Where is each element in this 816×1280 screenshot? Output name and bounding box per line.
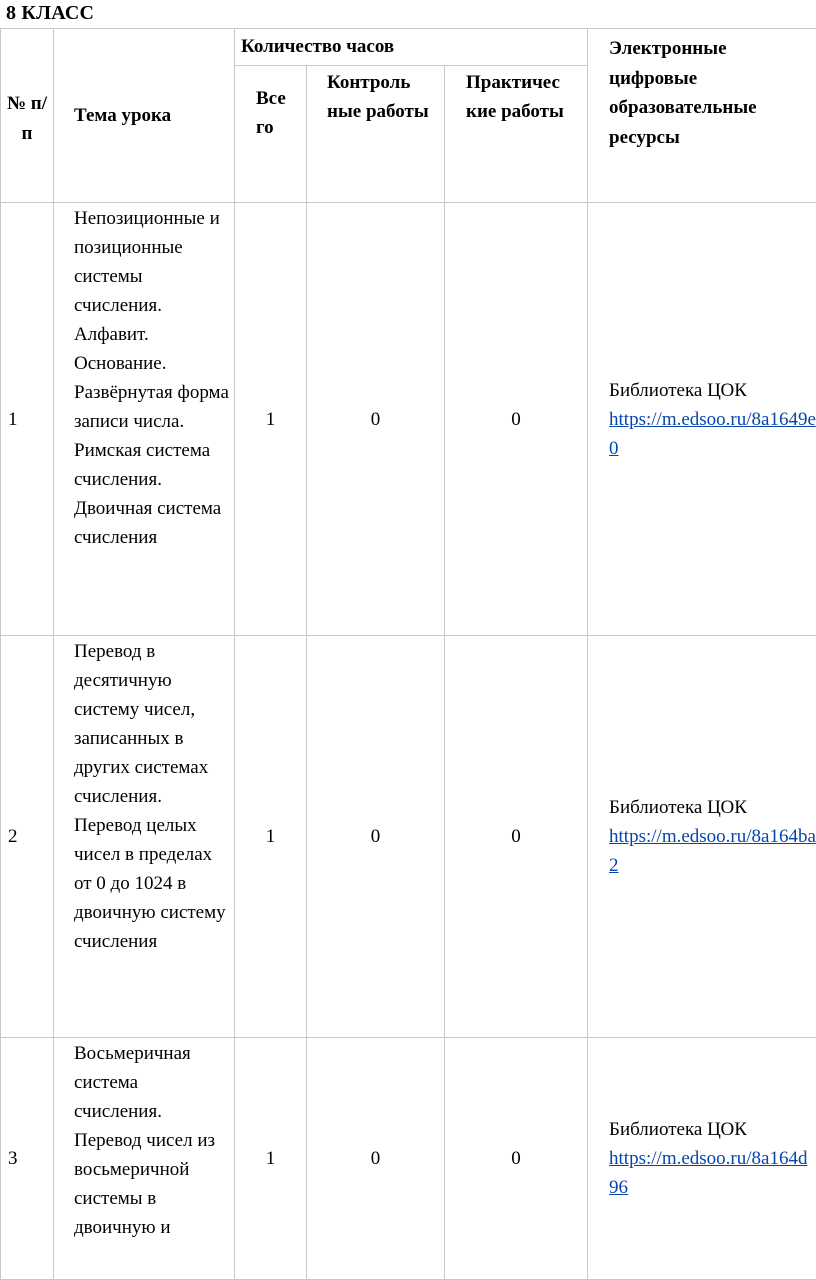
resource-label: Библиотека ЦОК (609, 797, 747, 818)
table-row (1, 1038, 816, 1280)
row-practical: 0 (445, 203, 588, 636)
table-row (1, 636, 816, 1038)
table-row (1, 203, 816, 636)
header-topic: Тема урока (54, 29, 235, 203)
row-resources (588, 203, 816, 636)
header-total: Все го (235, 66, 307, 203)
resource-link[interactable]: https://m.edsoo.ru/8a164ba2 (609, 826, 816, 876)
header-num: № п/ п (1, 29, 54, 203)
row-total: 1 (235, 1038, 307, 1280)
row-total: 1 (235, 636, 307, 1038)
resource-label: Библиотека ЦОК (609, 380, 747, 401)
row-practical: 0 (445, 636, 588, 1038)
row-num: 1 (1, 203, 54, 636)
row-topic-text: Непозиционные и позиционные системы счисления. Алфавит. Основание. Развёрнутая форма записи числа. Римская система счисления. Двоичная система счисления (74, 204, 229, 552)
row-total: 1 (235, 203, 307, 636)
page-title: 8 КЛАСС (6, 1, 94, 25)
row-control: 0 (307, 636, 445, 1038)
row-control: 0 (307, 1038, 445, 1280)
row-topic (54, 203, 235, 636)
header-hours: Количество часов (235, 29, 588, 66)
row-topic (54, 1038, 235, 1280)
row-topic (54, 636, 235, 1038)
resource-link[interactable]: https://m.edsoo.ru/8a1649e0 (609, 409, 816, 459)
row-num: 3 (1, 1038, 54, 1280)
row-resources (588, 1038, 816, 1280)
row-resources (588, 636, 816, 1038)
header-control: Контроль ные работы (307, 66, 445, 203)
row-topic-text: Перевод в десятичную систему чисел, записанных в других системах счисления. Перевод целых чисел в пределах от 0 до 1024 в двоичную систему счисления (74, 637, 229, 956)
header-practical: Практичес кие работы (445, 66, 588, 203)
resource-label: Библиотека ЦОК (609, 1119, 747, 1140)
row-num: 2 (1, 636, 54, 1038)
table-header-row (1, 29, 816, 66)
lessons-table (0, 28, 816, 1280)
header-resources: Электронные цифровые образовательные ресурсы (588, 29, 816, 203)
resource-link[interactable]: https://m.edsoo.ru/8a164d96 (609, 1148, 807, 1198)
row-practical: 0 (445, 1038, 588, 1280)
row-topic-text: Восьмеричная система счисления. Перевод чисел из восьмеричной системы в двоичную и (74, 1039, 229, 1242)
row-control: 0 (307, 203, 445, 636)
